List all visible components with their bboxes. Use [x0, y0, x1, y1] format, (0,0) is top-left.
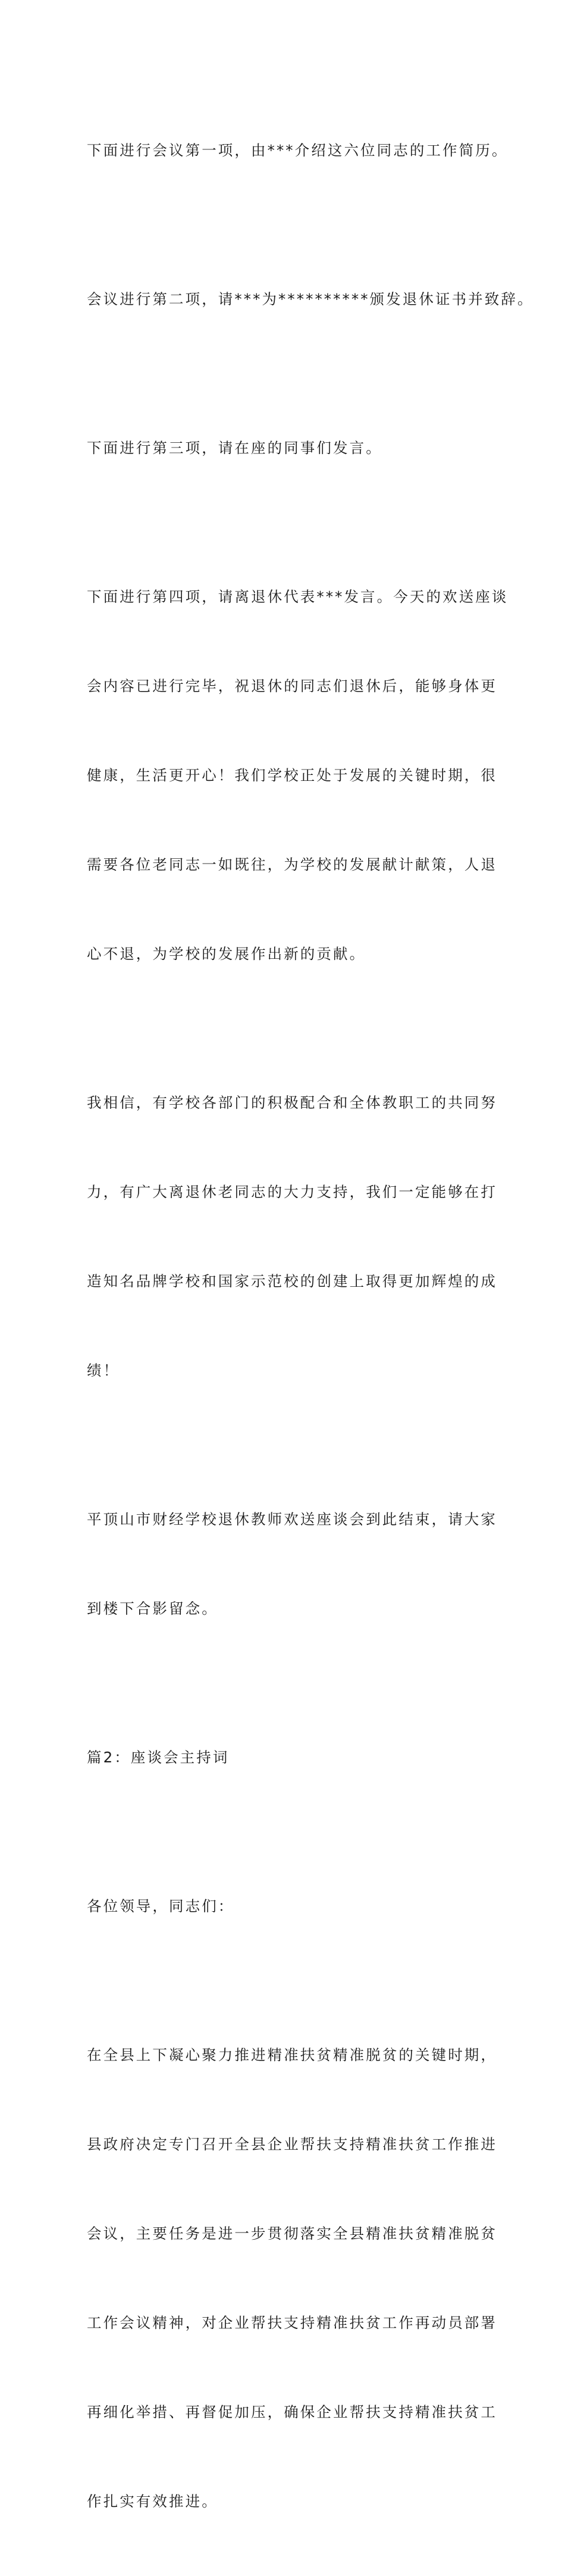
text-line: 会议进行第二项，请***为**********颁发退休证书并致辞。: [87, 290, 534, 308]
text-line: 造知名品牌学校和国家示范校的创建上取得更加辉煌的成: [87, 1273, 497, 1290]
paragraph-closing: [87, 1445, 497, 1683]
text-line: 平顶山市财经学校退休教师欢送座谈会到此结束，请大家: [87, 1511, 497, 1528]
text-line: 力，有广大离退休老同志的大力支持，我们一定能够在打: [87, 1183, 497, 1201]
text-line: 会内容已进行完毕，祝退休的同志们退休后，能够身体更: [87, 677, 497, 695]
paragraph-confidence: [87, 1028, 497, 1445]
text-line: 下面进行第三项，请在座的同事们发言。: [87, 439, 382, 457]
section-heading: [87, 1683, 486, 1832]
paragraph-agenda-item-4: [87, 523, 508, 1028]
text-line: 到楼下合影留念。: [87, 1600, 218, 1617]
text-line: 心不退，为学校的发展作出新的贡献。: [87, 945, 366, 962]
text-line: 工作会议精神，对企业帮扶支持精准扶贫工作再动员部署: [87, 2314, 497, 2331]
text-line: 县政府决定专门召开全县企业帮扶支持精准扶贫工作推进: [87, 2136, 497, 2153]
text-line: 健康，生活更开心！我们学校正处于发展的关键时期，很: [87, 767, 497, 784]
text-line: 需要各位老同志一如既往，为学校的发展献计献策，人退: [87, 856, 497, 873]
paragraph-agenda-item-2: [87, 225, 534, 374]
text-line: 再细化举措、再督促加压，确保企业帮扶支持精准扶贫工: [87, 2403, 497, 2421]
text-line: 各位领导，同志们：: [87, 1897, 235, 1915]
text-line: 下面进行第四项，请离退休代表***发言。今天的欢送座谈: [87, 588, 508, 605]
paragraph-agenda-item-3: [87, 374, 486, 523]
text-line: 下面进行会议第一项，由***介绍这六位同志的工作简历。: [87, 142, 508, 159]
text-line: 作扎实有效推进。: [87, 2493, 218, 2510]
text-line: 在全县上下凝心聚力推进精准扶贫精准脱贫的关键时期，: [87, 2046, 497, 2064]
paragraph-salutation: [87, 1832, 486, 1981]
text-line: 篇2：座谈会主持词: [87, 1749, 230, 1766]
paragraph-agenda-item-1: [87, 76, 508, 225]
paragraph-introduction: [87, 1981, 497, 2576]
document-body: [87, 76, 534, 2576]
text-line: 绩！: [87, 1362, 120, 1379]
text-line: 我相信，有学校各部门的积极配合和全体教职工的共同努: [87, 1094, 497, 1111]
text-line: 会议，主要任务是进一步贯彻落实全县精准扶贫精准脱贫: [87, 2225, 497, 2242]
